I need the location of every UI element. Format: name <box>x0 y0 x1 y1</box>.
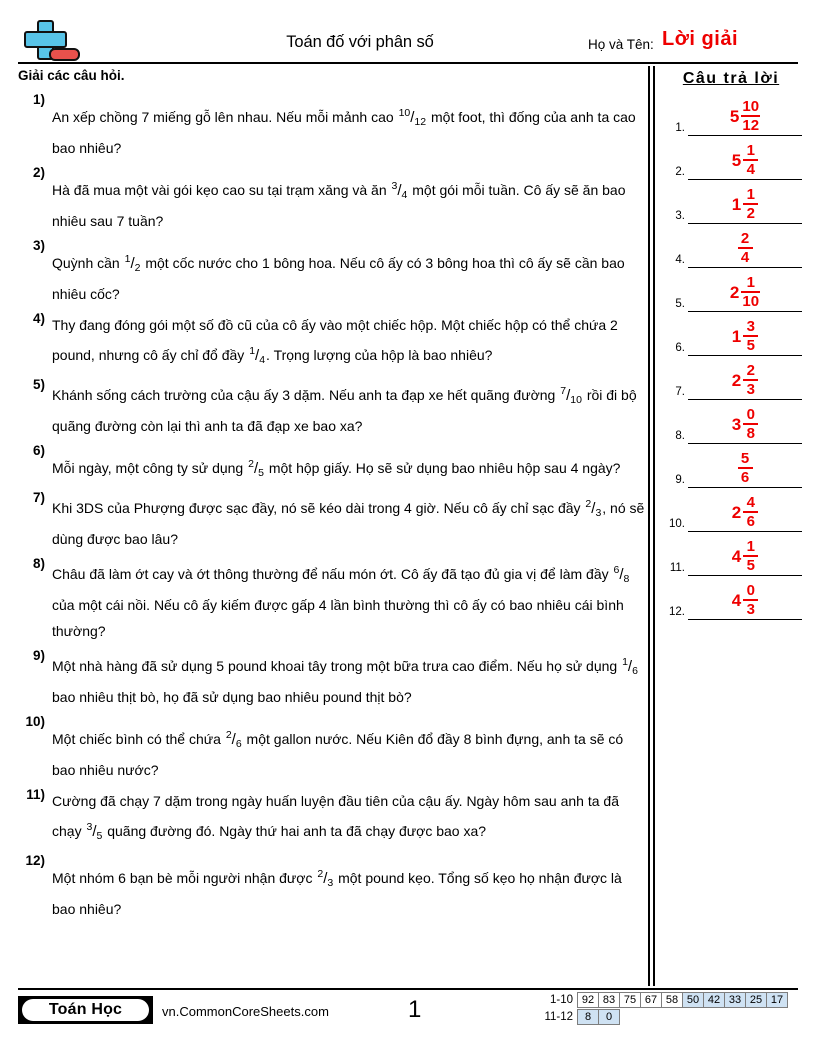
answer-number: 9. <box>675 474 685 486</box>
fraction-denominator: 4 <box>401 189 408 201</box>
mixed-number <box>732 495 758 529</box>
fraction-denominator: 6 <box>632 665 638 677</box>
answer-row <box>660 92 802 136</box>
mixed-number <box>732 363 758 397</box>
fraction-numerator: 3 <box>86 821 93 833</box>
stacked-fraction <box>743 187 758 221</box>
inline-fraction <box>225 722 243 757</box>
fraction-denominator: 3 <box>595 507 602 519</box>
answer-list <box>660 92 802 620</box>
question-text: Khi 3DS của Phượng được sạc đầy, nó sẽ kéo dài trong 4 giờ. Nếu cô ấy chỉ sạc đầy $^2/_3$, nó sẽ dùng được bao lâu? <box>52 490 646 552</box>
inline-fraction <box>124 246 142 281</box>
fraction-slash: / <box>591 500 596 517</box>
fraction-slash: / <box>255 347 260 364</box>
fraction-denominator: 3 <box>746 601 755 618</box>
mixed-number <box>732 539 758 573</box>
answer-value[interactable] <box>688 407 802 441</box>
logo-minus-bar <box>49 48 80 61</box>
score-row-label: 1-10 <box>549 994 573 1006</box>
score-cell: 50 <box>682 992 704 1008</box>
question-text: Một nhóm 6 bạn bè mỗi người nhận được $^2/_3$ một pound kẹo. Tổng số kẹo họ nhận được là bao nhiêu? <box>52 853 646 922</box>
answer-column-title: Câu trả lời <box>682 70 780 87</box>
questions-list <box>18 92 646 926</box>
fraction-numerator: 1 <box>124 253 131 265</box>
fraction-denominator: 6 <box>746 513 755 530</box>
fraction-denominator: 12 <box>742 117 760 134</box>
fraction-numerator: 5 <box>740 450 750 467</box>
answer-number: 5. <box>675 298 685 310</box>
fraction-denominator: 12 <box>414 116 427 128</box>
question-item <box>18 648 646 710</box>
whole-part: 2 <box>731 502 742 522</box>
question-number: 7) <box>32 490 45 505</box>
brand-label: Toán Học <box>22 999 149 1021</box>
question-text: Hà đã mua một vài gói kẹo cao su tại trạm xăng và ăn $^3/_4$ một gói mỗi tuần. Cô ấy sẽ ăn bao nhiêu sau 7 tuần? <box>52 165 646 234</box>
question-text: Mỗi ngày, một công ty sử dụng $^2/_5$ một hộp giấy. Họ sẽ sử dụng bao nhiêu hộp sau 4 ngày? <box>52 443 646 486</box>
fraction-numerator: 1 <box>746 186 755 203</box>
answer-value[interactable] <box>688 583 802 617</box>
fraction-denominator: 10 <box>570 394 582 406</box>
question-item <box>18 443 646 486</box>
mixed-number <box>730 99 760 133</box>
answer-row <box>660 224 802 268</box>
question-number: 4) <box>32 311 45 326</box>
whole-part: 3 <box>731 414 742 434</box>
score-cell: 75 <box>619 992 641 1008</box>
whole-part: 1 <box>731 194 742 214</box>
mixed-number <box>738 231 753 265</box>
question-number: 3) <box>32 238 45 253</box>
whole-part: 5 <box>729 106 740 126</box>
answer-row <box>660 444 802 488</box>
answer-row <box>660 400 802 444</box>
answer-value[interactable] <box>688 275 802 309</box>
answer-value[interactable] <box>688 231 802 265</box>
mixed-number <box>732 407 758 441</box>
score-cell: 33 <box>724 992 746 1008</box>
stacked-fraction <box>743 319 758 353</box>
question-number: 11) <box>26 787 45 802</box>
answer-number: 7. <box>675 386 685 398</box>
answer-number: 4. <box>675 254 685 266</box>
stacked-fraction <box>738 451 753 485</box>
inline-fraction <box>584 491 602 526</box>
header-divider <box>18 62 798 64</box>
fraction-numerator: 1 <box>746 274 755 291</box>
fraction-numerator: 2 <box>317 868 324 880</box>
whole-part: 2 <box>731 370 742 390</box>
fraction-denominator: 2 <box>746 205 755 222</box>
answer-number: 2. <box>675 166 685 178</box>
question-number: 2) <box>32 165 45 180</box>
answer-value[interactable] <box>688 319 802 353</box>
fraction-numerator: 2 <box>585 498 592 510</box>
question-text: Quỳnh cần $^1/_2$ một cốc nước cho 1 bông hoa. Nếu cô ấy có 3 bông hoa thì cô ấy sẽ cần bao nhiêu cốc? <box>52 238 646 307</box>
answer-number: 1. <box>675 122 685 134</box>
fraction-numerator: 10 <box>398 107 411 119</box>
fraction-numerator: 3 <box>746 318 755 335</box>
answer-row <box>660 576 802 620</box>
question-number: 6) <box>32 443 45 458</box>
fraction-denominator: 4 <box>740 249 750 266</box>
fraction-denominator: 5 <box>258 467 264 479</box>
answer-number: 8. <box>675 430 685 442</box>
page-title: Toán đố với phân số <box>286 33 434 51</box>
mixed-number <box>732 187 758 221</box>
fraction-denominator: 6 <box>235 738 242 750</box>
score-row <box>532 992 788 1008</box>
score-cell: 17 <box>766 992 788 1008</box>
question-text: Cường đã chạy 7 dặm trong ngày huấn luyện đầu tiên của cậu ấy. Ngày hôm sau anh ta đã chạy $^3/_5$ quãng đường đó. Ngày thứ hai anh ta đã chạy được bao xa? <box>52 787 646 849</box>
page-header <box>0 0 816 68</box>
fraction-numerator: 2 <box>746 362 755 379</box>
fraction-slash: / <box>410 109 415 126</box>
question-item <box>18 377 646 439</box>
score-cell: 92 <box>577 992 599 1008</box>
answer-number: 11. <box>669 562 685 574</box>
answer-value[interactable] <box>688 187 802 221</box>
logo-plus-center <box>39 33 52 46</box>
fraction-numerator: 7 <box>560 385 567 397</box>
question-text: Khánh sống cách trường của cậu ấy 3 dặm. Nếu anh ta đạp xe hết quãng đường $^7/_{10}$ rồi đi bộ quãng đường còn lại thì anh ta đã đạp xe bao xa? <box>52 377 646 439</box>
inline-fraction <box>613 557 631 592</box>
fraction-denominator: 10 <box>742 293 760 310</box>
fraction-numerator: 1 <box>746 538 755 555</box>
fraction-numerator: 4 <box>746 494 755 511</box>
whole-part: 1 <box>731 326 742 346</box>
question-item <box>18 311 646 373</box>
inline-fraction <box>248 338 266 373</box>
question-item <box>18 165 646 234</box>
question-text: Một chiếc bình có thể chứa $^2/_6$ một gallon nước. Nếu Kiên đổ đầy 8 bình đựng, anh ta sẽ có bao nhiêu nước? <box>52 714 646 783</box>
fraction-denominator: 8 <box>746 425 755 442</box>
fraction-slash: / <box>627 658 633 675</box>
fraction-numerator: 6 <box>613 564 620 576</box>
score-cell: 83 <box>598 992 620 1008</box>
page-number: 1 <box>408 996 422 1023</box>
fraction-denominator: 4 <box>259 354 266 366</box>
answer-value[interactable] <box>688 99 802 133</box>
answer-row <box>660 180 802 224</box>
fraction-numerator: 10 <box>742 98 760 115</box>
answer-number: 3. <box>675 210 685 222</box>
inline-fraction <box>85 814 103 849</box>
question-number: 12) <box>25 853 45 868</box>
score-table <box>532 992 788 1026</box>
question-number: 10) <box>25 714 45 729</box>
answer-row <box>660 356 802 400</box>
question-text: Một nhà hàng đã sử dụng 5 pound khoai tây trong một bữa trưa cao điểm. Nếu họ sử dụng $^1/_6$ bao nhiêu thịt bò, họ đã sử dụng bao nhiêu pound thịt bò? <box>52 648 646 710</box>
inline-fraction <box>316 861 334 896</box>
answer-row <box>660 268 802 312</box>
score-cell: 8 <box>577 1009 599 1025</box>
fraction-denominator: 5 <box>96 830 103 842</box>
question-item <box>18 556 646 644</box>
fraction-numerator: 0 <box>746 406 755 423</box>
answer-value[interactable] <box>688 539 802 573</box>
answer-number: 6. <box>675 342 685 354</box>
whole-part: 2 <box>729 282 740 302</box>
site-url: vn.CommonCoreSheets.com <box>162 1004 329 1019</box>
fraction-slash: / <box>397 182 402 199</box>
stacked-fraction <box>741 275 760 309</box>
name-field-value[interactable]: Lời giải <box>662 28 739 50</box>
question-number: 8) <box>32 556 45 571</box>
name-label: Họ và Tên: <box>588 37 654 52</box>
answer-column <box>660 70 802 620</box>
answer-number: 10. <box>669 518 685 530</box>
answer-row <box>660 532 802 576</box>
whole-part: 5 <box>731 150 742 170</box>
inline-fraction <box>621 649 639 684</box>
question-number: 5) <box>32 377 45 392</box>
question-text: Châu đã làm ớt cay và ớt thông thường để nấu món ớt. Cô ấy đã tạo đủ gia vị để làm đầy $^6/_8$ của một cái nồi. Nếu cô ấy kiếm được gấp 4 lần bình thường thì cô ấy có bao nhiêu cái bình thường? <box>52 556 646 644</box>
stacked-fraction <box>743 407 758 441</box>
question-item <box>18 238 646 307</box>
inline-fraction <box>391 173 409 208</box>
fraction-denominator: 8 <box>623 573 630 585</box>
fraction-numerator: 1 <box>249 345 256 357</box>
whole-part: 4 <box>731 590 742 610</box>
fraction-denominator: 4 <box>746 161 755 178</box>
divider-line-right <box>653 66 655 986</box>
question-text: An xếp chồng 7 miếng gỗ lên nhau. Nếu mỗi mảnh cao $^{10}/_{12}$ một foot, thì đống của anh ta cao bao nhiêu? <box>52 92 646 161</box>
answer-value[interactable] <box>688 451 802 485</box>
question-number: 1) <box>32 92 45 107</box>
question-number: 9) <box>32 648 45 663</box>
fraction-denominator: 3 <box>327 877 334 889</box>
instructions-text: Giải các câu hỏi. <box>18 68 125 83</box>
divider-line-left <box>648 66 650 986</box>
fraction-numerator: 2 <box>248 458 254 470</box>
answer-value[interactable] <box>688 495 802 529</box>
answer-row <box>660 312 802 356</box>
fraction-slash: / <box>231 731 236 748</box>
question-item <box>18 490 646 552</box>
footer-divider <box>18 988 798 990</box>
score-cell: 0 <box>598 1009 620 1025</box>
fraction-numerator: 2 <box>740 230 750 247</box>
score-cell: 67 <box>640 992 662 1008</box>
question-item <box>18 853 646 922</box>
mixed-number <box>730 275 760 309</box>
question-text: Thy đang đóng gói một số đồ cũ của cô ấy vào một chiếc hộp. Một chiếc hộp có thể chứa 2 pound, nhưng cô ấy chỉ đổ đầy $^1/_4$. Trọng lượng của hộp là bao nhiêu? <box>52 311 646 373</box>
answer-value[interactable] <box>688 363 802 397</box>
question-item <box>18 787 646 849</box>
answer-blank-line <box>688 619 802 621</box>
fraction-denominator: 5 <box>746 557 755 574</box>
stacked-fraction <box>743 495 758 529</box>
mixed-number <box>732 583 758 617</box>
stacked-fraction <box>741 99 760 133</box>
mixed-number <box>738 451 753 485</box>
fraction-slash: / <box>323 870 328 887</box>
question-item <box>18 92 646 161</box>
fraction-slash: / <box>92 823 97 840</box>
fraction-slash: / <box>566 387 571 404</box>
score-cell: 42 <box>703 992 725 1008</box>
fraction-numerator: 2 <box>225 729 232 741</box>
brand-badge <box>18 996 153 1024</box>
whole-part: 4 <box>731 546 742 566</box>
stacked-fraction <box>743 143 758 177</box>
answer-number: 12. <box>669 606 685 618</box>
stacked-fraction <box>738 231 753 265</box>
stacked-fraction <box>743 583 758 617</box>
fraction-denominator: 6 <box>740 469 750 486</box>
column-divider <box>648 66 655 986</box>
answer-row <box>660 136 802 180</box>
fraction-numerator: 3 <box>391 180 398 192</box>
fraction-denominator: 5 <box>746 337 755 354</box>
score-cell: 25 <box>745 992 767 1008</box>
inline-fraction <box>398 100 428 135</box>
inline-fraction <box>247 451 265 486</box>
plus-minus-logo-icon <box>18 18 80 64</box>
fraction-slash: / <box>253 460 259 477</box>
question-item <box>18 714 646 783</box>
answer-value[interactable] <box>688 143 802 177</box>
stacked-fraction <box>743 363 758 397</box>
fraction-numerator: 1 <box>746 142 755 159</box>
fraction-denominator: 3 <box>746 381 755 398</box>
mixed-number <box>732 319 758 353</box>
fraction-denominator: 2 <box>134 262 141 274</box>
stacked-fraction <box>743 539 758 573</box>
mixed-number <box>732 143 758 177</box>
inline-fraction <box>559 378 583 413</box>
fraction-slash: / <box>130 255 135 272</box>
score-row-label: 11-12 <box>544 1011 573 1023</box>
score-row <box>532 1009 788 1025</box>
answer-row <box>660 488 802 532</box>
fraction-numerator: 0 <box>746 582 755 599</box>
fraction-slash: / <box>619 566 624 583</box>
fraction-numerator: 1 <box>622 656 628 668</box>
score-cell: 58 <box>661 992 683 1008</box>
